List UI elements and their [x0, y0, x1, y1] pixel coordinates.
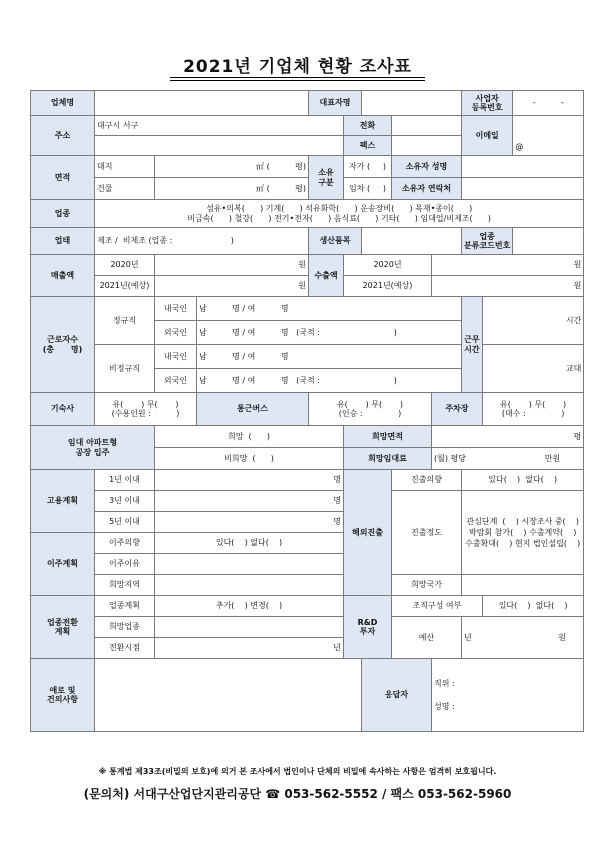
label-sales: 매출액 — [31, 255, 95, 297]
respondent-field[interactable] — [432, 659, 584, 732]
nonregular-foreign-field[interactable]: 남 명 / 여 명 (국적 : ) — [197, 369, 462, 393]
label-change-time: 전환시점 — [95, 638, 155, 659]
industry-change-field[interactable]: 추가( ) 변경( ) — [155, 596, 344, 617]
sales-2021-field[interactable]: 원 — [155, 276, 309, 297]
label-export: 수출액 — [309, 255, 344, 297]
contact-info: (문의처) 서대구산업단지관리공단 ☎ 053-562-5552 / 팩스 053-562-5960 — [83, 787, 512, 801]
export-year-2020: 2020년 — [344, 255, 432, 276]
work-hours-field[interactable]: 시간 — [482, 297, 584, 345]
label-phone: 전화 — [344, 116, 392, 136]
biz-reg-no-field[interactable]: - - — [513, 91, 584, 116]
apt-want-option[interactable]: 희망 ( ) — [155, 426, 344, 448]
label-desired-area: 희망면적 — [344, 426, 432, 448]
shifts-field[interactable]: 교대 — [482, 345, 584, 393]
label-domestic: 내국인 — [155, 297, 197, 321]
bus-yes-no: 유( ) 무( ) — [336, 399, 404, 409]
nonregular-domestic-field[interactable]: 남 명 / 여 명 — [197, 345, 462, 369]
label-ownership: 소유 구분 — [309, 156, 344, 200]
own-self-option[interactable]: 자가 ( ) — [344, 156, 392, 178]
label-overseas-progress: 진출정도 — [392, 491, 462, 575]
overseas-intent-field[interactable]: 있다( ) 없다( ) — [462, 470, 584, 491]
biz-type-field[interactable]: 제조 / 비제조 (업종 : ) — [95, 228, 309, 255]
progress-line2: 박람회 참가( ) 수출계약( ) — [468, 527, 577, 537]
label-overseas-intent: 진출의향 — [392, 470, 462, 491]
label-area: 면적 — [31, 156, 95, 200]
within-3y-field[interactable]: 명 — [155, 491, 344, 512]
fax-field[interactable] — [392, 136, 462, 156]
export-2020-field[interactable]: 원 — [432, 255, 584, 276]
label-desired-region: 희망지역 — [95, 575, 155, 596]
address-field-2[interactable] — [95, 136, 344, 156]
industry-options[interactable] — [95, 200, 584, 228]
owner-contact-field[interactable] — [462, 178, 584, 200]
respondent-name: 성명 : — [434, 702, 455, 711]
label-company-name: 업체명 — [31, 91, 95, 116]
label-desired-country: 희망국가 — [392, 575, 462, 596]
within-1y-field[interactable]: 명 — [155, 470, 344, 491]
label-industry-change-plan: 업종계획 — [95, 596, 155, 617]
sales-2020-field[interactable]: 원 — [155, 255, 309, 276]
confidentiality-note: ※ 통계법 제33조(비밀의 보호)에 의거 본 조사에서 법인이나 단체의 비밀에 속사하는 사항은 엄격히 보호됩니다. — [98, 767, 497, 776]
label-within-5y: 5년 이내 — [95, 512, 155, 533]
label-address: 주소 — [31, 116, 95, 156]
label-overseas: 해외진출 — [344, 470, 392, 596]
label-product: 생산품목 — [309, 228, 362, 255]
label-work-hours: 근무 시간 — [462, 297, 483, 393]
regular-domestic-field[interactable]: 남 명 / 여 명 — [197, 297, 462, 321]
survey-form — [30, 90, 584, 732]
opinion-field[interactable] — [95, 659, 362, 732]
label-domestic: 내국인 — [155, 345, 197, 369]
label-fax: 팩스 — [344, 136, 392, 156]
land-area-field[interactable]: ㎡ ( 평) — [155, 156, 309, 178]
label-within-1y: 1년 이내 — [95, 470, 155, 491]
parking-capacity: (대수 : ) — [501, 409, 565, 418]
label-owner-name: 소유자 성명 — [392, 156, 462, 178]
building-label: 건물 — [95, 178, 155, 200]
export-2021-field[interactable]: 원 — [432, 276, 584, 297]
label-rnd: R&D 투자 — [344, 596, 392, 659]
title-underline — [170, 77, 425, 78]
parking-field[interactable] — [482, 393, 584, 426]
relocation-reason-field[interactable] — [155, 554, 344, 575]
dormitory-capacity: (수용인원 : ) — [111, 409, 180, 418]
address-field[interactable]: 대구시 서구 — [95, 116, 344, 136]
label-within-3y: 3년 이내 — [95, 491, 155, 512]
bus-capacity: (인승 : ) — [338, 409, 402, 418]
parking-yes-no: 유( ) 무( ) — [500, 399, 567, 409]
building-area-field[interactable]: ㎡ ( 평) — [155, 178, 309, 200]
label-regular: 정규직 — [95, 297, 155, 345]
label-commuter-bus: 통근버스 — [197, 393, 309, 426]
owner-name-field[interactable] — [462, 156, 584, 178]
label-desired-rent: 희망임대료 — [344, 448, 432, 470]
label-budget: 예산 — [392, 617, 462, 659]
desired-country-field[interactable] — [462, 575, 584, 596]
sales-year-2020: 2020년 — [95, 255, 155, 276]
desired-region-field[interactable] — [155, 575, 344, 596]
land-label: 대지 — [95, 156, 155, 178]
label-foreign: 외국인 — [155, 369, 197, 393]
label-opinion: 애로 및 건의사항 — [31, 659, 95, 732]
label-email: 이메일 — [462, 116, 513, 156]
label-rental-apt: 임대 아파트형 공장 입주 — [31, 426, 155, 470]
email-field[interactable]: @ — [513, 116, 584, 156]
label-foreign: 외국인 — [155, 321, 197, 345]
apt-no-option[interactable]: 비희망 ( ) — [155, 448, 344, 470]
desired-rent-field[interactable]: (월) 평당 만원 — [432, 448, 584, 470]
label-relocation-reason: 이주이유 — [95, 554, 155, 575]
label-biz-type: 업태 — [31, 228, 95, 255]
regular-foreign-field[interactable]: 남 명 / 여 명 (국적 : ) — [197, 321, 462, 345]
label-workers: 근로자수 (총 명) — [31, 297, 95, 393]
org-setup-field[interactable]: 있다( ) 없다( ) — [482, 596, 584, 617]
phone-field[interactable] — [392, 116, 462, 136]
progress-line3: 수출확대( ) 현지 법인설립( ) — [465, 539, 581, 549]
desired-area-field[interactable]: 평 — [432, 426, 584, 448]
export-year-2021: 2021년(예상) — [344, 276, 432, 297]
industry-options-line1: 섬유•의복( ) 기계( ) 석유화학( ) 운송장비( ) 목재•종이( ) — [206, 204, 473, 214]
label-industry-change: 업종전환 계획 — [31, 596, 95, 659]
label-parking: 주차장 — [432, 393, 483, 426]
progress-line1: 관심단계 ( ) 시장조사 중( ) — [466, 516, 579, 526]
label-owner-contact: 소유자 연락처 — [392, 178, 462, 200]
label-biz-reg-no: 사업자 등록번호 — [462, 91, 513, 116]
sales-year-2021: 2021년(예상) — [95, 276, 155, 297]
dormitory-field[interactable] — [95, 393, 197, 426]
commuter-bus-field[interactable] — [309, 393, 432, 426]
ceo-field[interactable] — [362, 91, 462, 116]
label-industry: 업종 — [31, 200, 95, 228]
product-field[interactable] — [362, 228, 462, 255]
dormitory-yes-no: 유( ) 무( ) — [112, 399, 179, 409]
desired-industry-field[interactable] — [155, 617, 344, 638]
respondent-position: 직위 : — [434, 678, 455, 688]
label-employment-plan: 고용계획 — [31, 470, 95, 533]
label-desired-industry: 희망업종 — [95, 617, 155, 638]
company-name-field[interactable] — [95, 91, 309, 116]
label-org-setup: 조직구성 여부 — [392, 596, 483, 617]
label-relocation-intent: 이주의향 — [95, 533, 155, 554]
relocation-intent-field[interactable]: 있다( ) 없다( ) — [155, 533, 344, 554]
label-industry-code: 업종 분류코드번호 — [462, 228, 513, 255]
label-dormitory: 기숙사 — [31, 393, 95, 426]
overseas-progress-field[interactable] — [462, 491, 584, 575]
page-title: 2021년 기업체 현황 조사표 — [183, 57, 412, 77]
industry-options-line2: 비금속( ) 철강( ) 전기•전자( ) 음식료( ) 기타( ) 임대업/비제조( ) — [187, 213, 492, 223]
label-relocation-plan: 이주계획 — [31, 533, 95, 596]
label-nonregular: 비정규직 — [95, 345, 155, 393]
own-rent-option[interactable]: 임차 ( ) — [344, 178, 392, 200]
industry-code-field[interactable] — [513, 228, 584, 255]
budget-field[interactable]: 년 원 — [462, 617, 584, 659]
change-time-field[interactable]: 년 — [155, 638, 344, 659]
within-5y-field[interactable]: 명 — [155, 512, 344, 533]
title-underline — [170, 80, 425, 81]
label-respondent: 응답자 — [362, 659, 432, 732]
label-ceo: 대표자명 — [309, 91, 362, 116]
